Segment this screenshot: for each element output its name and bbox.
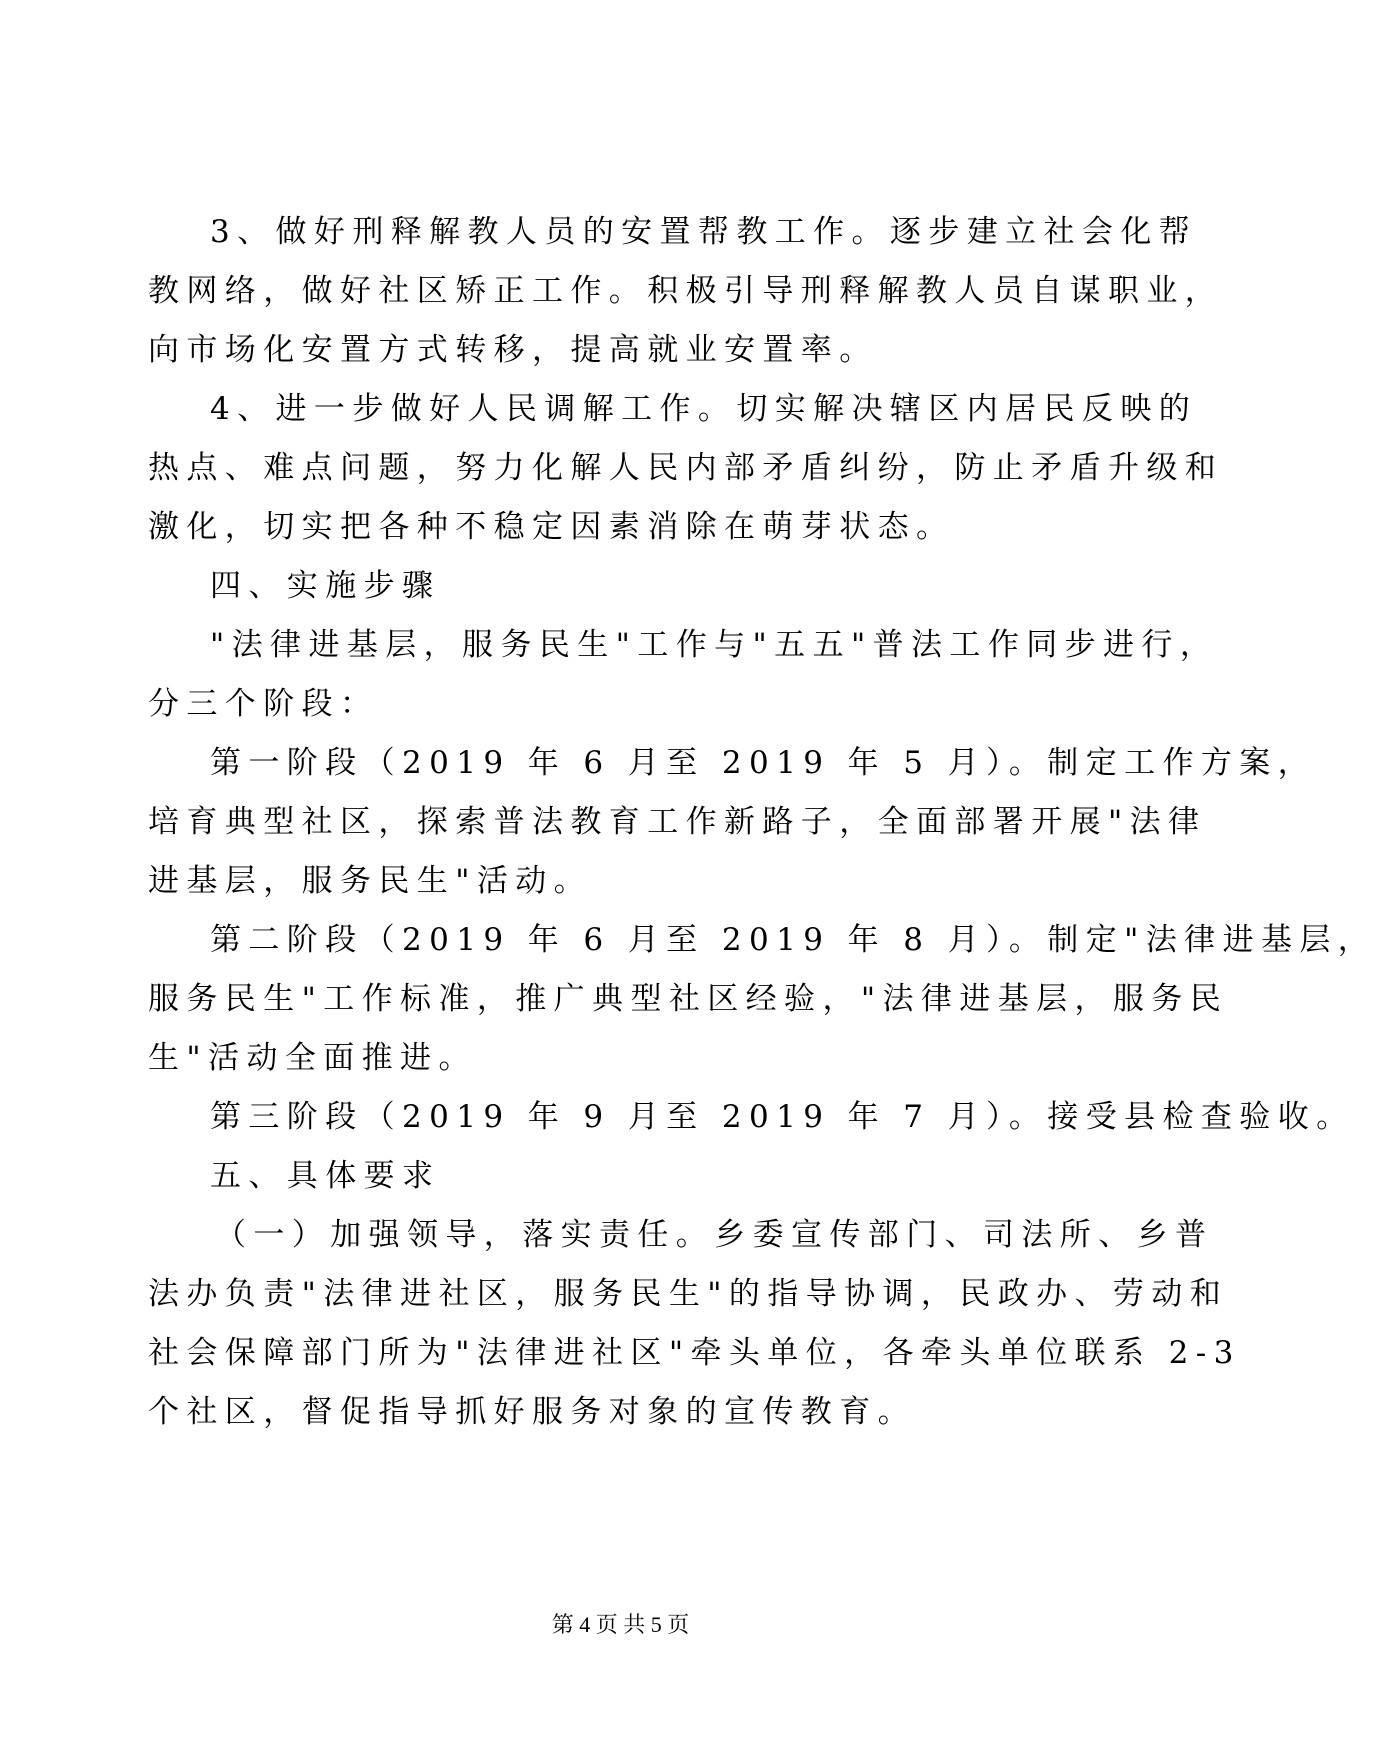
paragraph-line: 服务民生"工作标准，推广典型社区经验，"法律进基层，服务民: [148, 981, 1229, 1017]
paragraph-line: 激化，切实把各种不稳定因素消除在萌芽状态。: [148, 509, 955, 545]
paragraph-line: 第二阶段（2019 年 6 月至 2019 年 8 月）。制定"法律进基层，: [210, 922, 1376, 958]
paragraph-line: 生"活动全面推进。: [148, 1040, 477, 1076]
paragraph-line: 个社区，督促指导抓好服务对象的宣传教育。: [148, 1394, 916, 1430]
paragraph-line: 4、进一步做好人民调解工作。切实解决辖区内居民反映的: [210, 391, 1198, 427]
paragraph-line: 法办负责"法律进社区，服务民生"的指导协调，民政办、劳动和: [148, 1276, 1229, 1312]
section-heading: 四、实施步骤: [210, 568, 441, 604]
section-heading: 五、具体要求: [210, 1158, 441, 1194]
paragraph-line: （一）加强领导，落实责任。乡委宣传部门、司法所、乡普: [215, 1217, 1214, 1253]
paragraph-line: 分三个阶段：: [148, 686, 379, 722]
paragraph-line: 3、做好刑释解教人员的安置帮教工作。逐步建立社会化帮: [210, 214, 1198, 250]
paragraph-line: 教网络，做好社区矫正工作。积极引导刑释解教人员自谋职业，: [148, 273, 1224, 309]
paragraph-line: 热点、难点问题，努力化解人民内部矛盾纠纷，防止矛盾升级和: [148, 450, 1224, 486]
paragraph-line: 第三阶段（2019 年 9 月至 2019 年 7 月）。接受县检查验收。: [210, 1099, 1355, 1135]
paragraph-line: 社会保障部门所为"法律进社区"牵头单位，各牵头单位联系 2-3: [148, 1335, 1241, 1371]
paragraph-line: 向市场化安置方式转移，提高就业安置率。: [148, 332, 878, 368]
paragraph-line: 培育典型社区，探索普法教育工作新路子，全面部署开展"法律: [148, 804, 1207, 840]
paragraph-line: 进基层，服务民生"活动。: [148, 863, 593, 899]
paragraph-line: "法律进基层，服务民生"工作与"五五"普法工作同步进行，: [210, 627, 1219, 663]
page-footer: 第 4 页 共 5 页: [551, 1612, 690, 1637]
paragraph-line: 第一阶段（2019 年 6 月至 2019 年 5 月）。制定工作方案，: [210, 745, 1317, 781]
